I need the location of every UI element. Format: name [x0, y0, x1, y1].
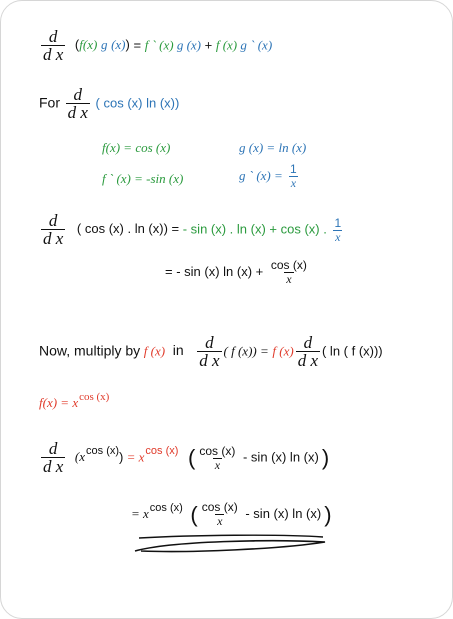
def-fp: f ` (x) = -sin (x) — [102, 171, 184, 186]
final-result-2: = $x^{cos (x)}$ ( $\frac{\cos (x)}{x}$ - sin (x) ln (x) ) — [131, 500, 332, 528]
derivative-operator: $\frac{d}{\text{d x}}$ — [67, 85, 88, 122]
answer-underline — [131, 531, 331, 561]
for-line: For $\frac{d}{\text{d x}}$ ( cos (x) ln (x)) — [39, 85, 180, 122]
simplified-line: = - sin (x) ln (x) + $\frac{\cos (x)}{x}$ — [165, 258, 307, 286]
derivative-operator: $\frac{d}{\text{d x}}$ — [43, 211, 64, 248]
def-gp: g ` (x) = $\frac{1}{x}$ — [239, 162, 297, 190]
final-result-1: $\frac{d}{\text{d x}}$ $(x^{cos (x)}) = x^{cos (x)}$ ( $\frac{\cos (x)}{x}$ - sin (x) ln (x) ) — [43, 439, 330, 476]
derivative-operator: $\frac{d}{\text{d x}}$ — [199, 333, 220, 370]
def-f: f(x) = cos (x) — [102, 140, 171, 155]
multiply-line: Now, multiply by f (x) in $\frac{d}{\text{d x}}$ ( f (x)) = f (x) $\frac{d}{\text{d x}}$ ( ln ( f (x))) — [39, 333, 383, 370]
derivative-operator: $\frac{d}{\text{d x}}$ — [43, 27, 64, 64]
derivative-operator: $\frac{d}{\text{d x}}$ — [43, 439, 64, 476]
def-g: g (x) = ln (x) — [239, 140, 307, 155]
rule-lhs: (f(x) g (x)) — [74, 37, 130, 53]
product-rule: $\frac{d}{\text{d x}}$ (f(x) g (x)) = f ` (x) g (x) + f (x) g ` (x) — [43, 27, 273, 64]
fx-definition: $f(x) = x^{cos (x)}$ — [39, 391, 110, 410]
log-derivative: $\frac{d}{\text{d x}}$ ( cos (x) . ln (x)) = - sin (x) . ln (x) + cos (x) . $\frac{1}{x}$ — [43, 211, 342, 248]
derivative-operator: $\frac{d}{\text{d x}}$ — [297, 333, 318, 370]
